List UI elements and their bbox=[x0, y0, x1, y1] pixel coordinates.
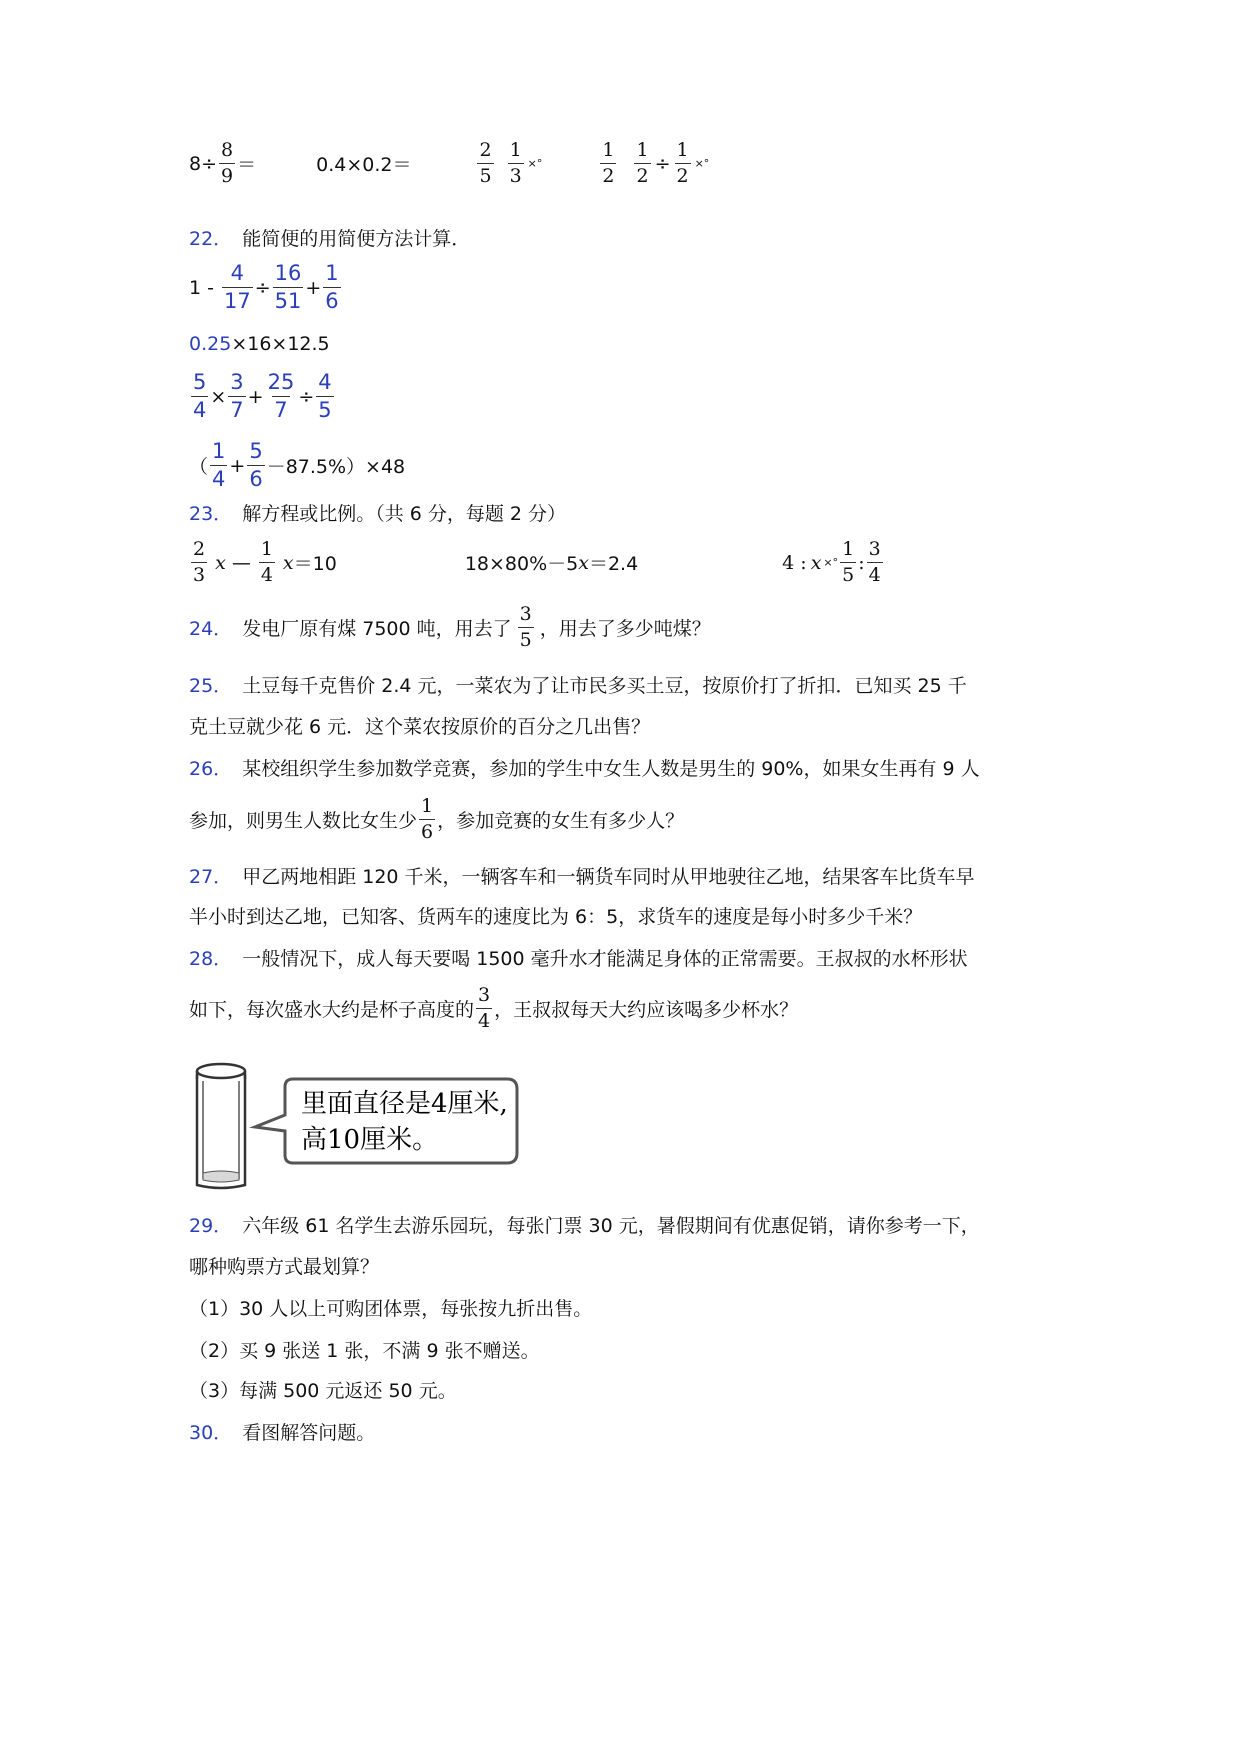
fraction: $\frac{4}{5}$ bbox=[318, 370, 332, 422]
question-29-line-2: 哪种购票方式最划算？ bbox=[189, 1256, 380, 1278]
question-text: 解方程或比例。（共 6 分，每题 2 分） bbox=[242, 503, 567, 525]
question-number: 26． bbox=[189, 758, 233, 780]
fraction: $\frac{1}{3}$ bbox=[509, 139, 522, 187]
bubble-line-1: 里面直径是4厘米, bbox=[301, 1089, 508, 1119]
fraction: $\frac{1}{2}$ bbox=[602, 139, 615, 187]
fraction: $\frac{3}{7}$ bbox=[230, 370, 244, 422]
question-26: 26． 某校组织学生参加数学竞赛，参加的学生中女生人数是男生的 90%，如果女生再有 9 人 bbox=[189, 754, 980, 781]
fraction: $\frac{3}{4}$ bbox=[868, 538, 881, 586]
question-number: 28． bbox=[189, 948, 233, 970]
question-23 bbox=[189, 499, 566, 526]
fraction: $\frac{4}{17}$ bbox=[223, 261, 251, 313]
expression-1: 1 - $\frac{4}{17}$ ÷ $\frac{16}{51}$ + $\frac{1}{6}$ bbox=[189, 261, 339, 313]
question-number: 24． bbox=[189, 618, 233, 640]
fraction: $\frac{2}{3}$ bbox=[193, 538, 206, 586]
expression-3: $\frac{5}{4}$ × $\frac{3}{7}$ + $\frac{25}{7}$ ÷ $\frac{4}{5}$ bbox=[193, 370, 332, 422]
question-number: 22． bbox=[189, 228, 233, 250]
option-3: （3）每满 500 元返还 50 元。 bbox=[189, 1380, 457, 1402]
fraction: $\frac{1}{4}$ bbox=[260, 538, 273, 586]
fraction: $\frac{8}{9}$ bbox=[221, 139, 234, 187]
expression-4: （ $\frac{1}{4}$ + $\frac{5}{6}$ －87.5%）×48 bbox=[189, 439, 406, 491]
expression-2: 0.25 ×16×12.5 bbox=[189, 333, 330, 355]
question-number: 30． bbox=[189, 1422, 233, 1444]
fraction: $\frac{3}{4}$ bbox=[478, 984, 491, 1032]
question-27: 27． 甲乙两地相距 120 千米，一辆客车和一辆货车同时从甲地驶往乙地，结果客车比货车早 bbox=[189, 862, 975, 889]
question-24: 24． 发电厂原有煤 7500 吨，用去了 $\frac{3}{5}$ ，用去了多少吨煤？ bbox=[189, 603, 711, 651]
question-28: 28． 一般情况下，成人每天要喝 1500 毫升水才能满足身体的正常需要。王叔叔的水杯形状 bbox=[189, 944, 968, 971]
option-1: （1）30 人以上可购团体票，每张按九折出售。 bbox=[189, 1298, 593, 1320]
fraction: $\frac{1}{6}$ bbox=[325, 261, 339, 313]
equation-row: $\frac{2}{3}$ x — $\frac{1}{4}$ x ＝10 18×80%－5 x ＝2.4 4 : x ×° $\frac{1}{5}$ : $\frac{3}{4}$ bbox=[193, 538, 881, 586]
fraction: $\frac{5}{4}$ bbox=[193, 370, 207, 422]
fraction: $\frac{1}{6}$ bbox=[421, 795, 434, 843]
fraction: $\frac{25}{7}$ bbox=[267, 370, 295, 422]
fraction: $\frac{1}{2}$ bbox=[676, 139, 689, 187]
fraction: $\frac{1}{4}$ bbox=[212, 439, 226, 491]
question-22 bbox=[189, 224, 470, 251]
question-number: 23． bbox=[189, 503, 233, 525]
question-29: 29． 六年级 61 名学生去游乐园玩，每张门票 30 元，暑假期间有优惠促销，请你参考一下， bbox=[189, 1211, 980, 1238]
question-text: 能简便的用简便方法计算． bbox=[242, 228, 471, 250]
question-number: 25． bbox=[189, 675, 233, 697]
fraction: $\frac{2}{5}$ bbox=[479, 139, 492, 187]
fraction: $\frac{3}{5}$ bbox=[519, 603, 532, 651]
option-2: （2）买 9 张送 1 张，不满 9 张不赠送。 bbox=[189, 1340, 540, 1362]
question-28-line-2: 如下，每次盛水大约是杯子高度的 $\frac{3}{4}$ ，王叔叔每天大约应该喝多少杯水？ bbox=[189, 984, 799, 1032]
question-25: 25． 土豆每千克售价 2.4 元，一菜农为了让市民多买土豆，按原价打了折扣．已知买 25 千 bbox=[189, 671, 967, 698]
question-25-line-2: 克土豆就少花 6 元．这个菜农按原价的百分之几出售？ bbox=[189, 716, 651, 738]
cup-icon bbox=[197, 1064, 245, 1188]
question-number: 29． bbox=[189, 1215, 233, 1237]
question-26-line-2: 参加，则男生人数比女生少 $\frac{1}{6}$ ，参加竞赛的女生有多少人？ bbox=[189, 795, 685, 843]
fraction: $\frac{16}{51}$ bbox=[274, 261, 302, 313]
fraction: $\frac{1}{2}$ bbox=[636, 139, 649, 187]
fraction: $\frac{5}{6}$ bbox=[249, 439, 263, 491]
calc-row: 8÷ $\frac{8}{9}$ ＝ 0.4×0.2＝ $\frac{2}{5}$ $\frac{1}{3}$ ×° $\frac{1}{2}$ $\frac{1}{2}$ ÷ $\frac{1}{2}$ ×° bbox=[189, 139, 710, 187]
fraction: $\frac{1}{5}$ bbox=[842, 538, 855, 586]
question-30: 30． 看图解答问题。 bbox=[189, 1418, 375, 1445]
calc-b: 0.4×0.2＝ bbox=[316, 154, 412, 176]
question-27-line-2: 半小时到达乙地，已知客、货两车的速度比为 6：5，求货车的速度是每小时多少千米？ bbox=[189, 906, 923, 928]
question-number: 27． bbox=[189, 866, 233, 888]
cup-illustration bbox=[189, 1057, 529, 1192]
bubble-line-2: 高10厘米。 bbox=[301, 1125, 439, 1155]
